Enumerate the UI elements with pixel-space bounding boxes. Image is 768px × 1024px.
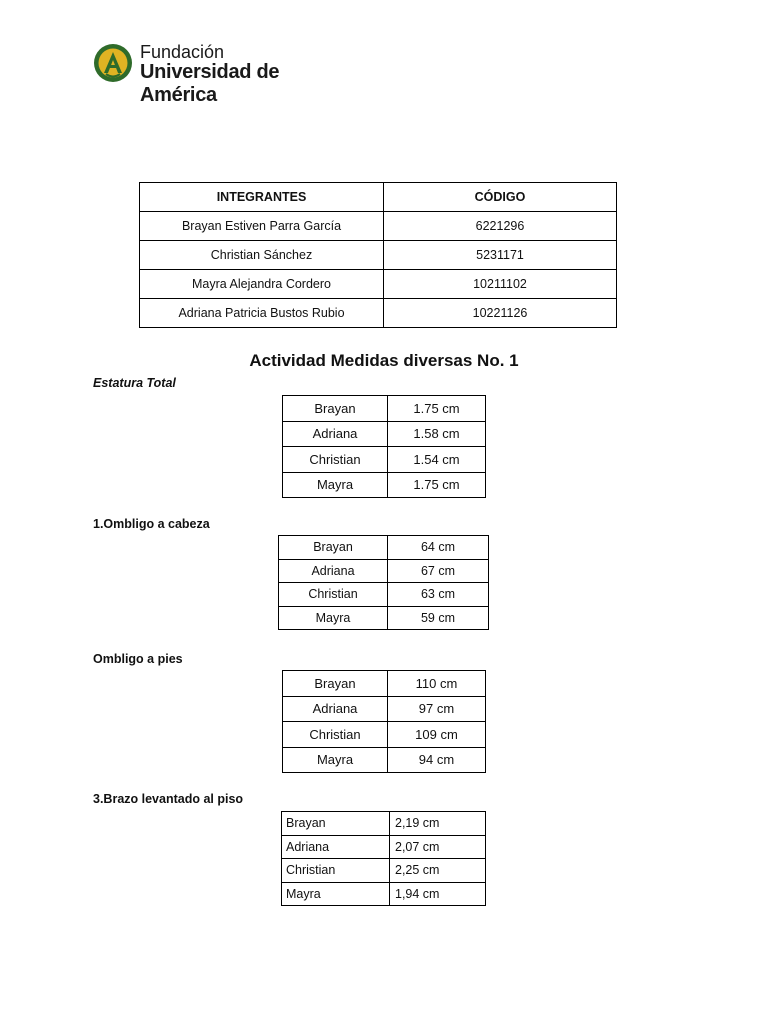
member-code: 6221296 bbox=[384, 212, 617, 241]
members-table bbox=[139, 182, 617, 328]
measure-table-estatura bbox=[282, 395, 486, 498]
person-name: Adriana bbox=[283, 421, 388, 447]
table-row bbox=[140, 212, 617, 241]
table-row bbox=[283, 722, 486, 748]
table-header-row bbox=[140, 183, 617, 212]
person-name: Mayra bbox=[283, 472, 388, 498]
table-row bbox=[279, 536, 489, 560]
member-name: Brayan Estiven Parra García bbox=[140, 212, 384, 241]
table-row bbox=[282, 812, 486, 836]
measure-value: 110 cm bbox=[388, 671, 486, 697]
person-name: Mayra bbox=[279, 606, 388, 630]
measure-value: 2,19 cm bbox=[390, 812, 486, 836]
measure-table-ombligo-cabeza bbox=[278, 535, 489, 630]
table-row bbox=[283, 696, 486, 722]
person-name: Brayan bbox=[279, 536, 388, 560]
measure-value: 1.54 cm bbox=[388, 447, 486, 473]
measure-value: 59 cm bbox=[388, 606, 489, 630]
measure-value: 1.58 cm bbox=[388, 421, 486, 447]
member-code: 10221126 bbox=[384, 299, 617, 328]
section-label-brazo-piso: 3.Brazo levantado al piso bbox=[93, 792, 244, 806]
measure-value: 64 cm bbox=[388, 536, 489, 560]
member-name: Adriana Patricia Bustos Rubio bbox=[140, 299, 384, 328]
person-name: Christian bbox=[283, 722, 388, 748]
logo-line2: Universidad de América bbox=[140, 61, 280, 106]
measure-value: 1.75 cm bbox=[388, 396, 486, 422]
person-name: Christian bbox=[283, 447, 388, 473]
section-label-ombligo-cabeza: 1.Ombligo a cabeza bbox=[93, 517, 210, 531]
university-logo bbox=[93, 42, 353, 106]
measure-value: 67 cm bbox=[388, 559, 489, 583]
table-row bbox=[140, 241, 617, 270]
person-name: Adriana bbox=[283, 696, 388, 722]
member-code: 10211102 bbox=[384, 270, 617, 299]
table-row bbox=[283, 747, 486, 773]
table-row bbox=[283, 447, 486, 473]
table-row bbox=[140, 270, 617, 299]
table-row bbox=[282, 859, 486, 883]
table-row bbox=[279, 559, 489, 583]
table-row bbox=[283, 421, 486, 447]
measure-value: 109 cm bbox=[388, 722, 486, 748]
table-row bbox=[282, 835, 486, 859]
header-codigo: CÓDIGO bbox=[384, 183, 617, 212]
person-name: Brayan bbox=[283, 671, 388, 697]
table-row bbox=[283, 396, 486, 422]
person-name: Adriana bbox=[279, 559, 388, 583]
header-integrantes: INTEGRANTES bbox=[140, 183, 384, 212]
logo-line1: Fundación bbox=[140, 42, 225, 62]
table-row bbox=[140, 299, 617, 328]
member-name: Mayra Alejandra Cordero bbox=[140, 270, 384, 299]
table-row bbox=[282, 882, 486, 906]
member-code: 5231171 bbox=[384, 241, 617, 270]
person-name: Christian bbox=[279, 583, 388, 607]
measure-value: 1,94 cm bbox=[390, 882, 486, 906]
table-row bbox=[279, 583, 489, 607]
measure-table-ombligo-pies bbox=[282, 670, 486, 773]
section-label-estatura: Estatura Total bbox=[93, 376, 176, 390]
university-seal-icon bbox=[93, 43, 133, 83]
section-label-ombligo-pies: Ombligo a pies bbox=[93, 652, 183, 666]
person-name: Adriana bbox=[282, 835, 390, 859]
person-name: Brayan bbox=[283, 396, 388, 422]
table-row bbox=[283, 671, 486, 697]
measure-value: 94 cm bbox=[388, 747, 486, 773]
person-name: Mayra bbox=[283, 747, 388, 773]
person-name: Brayan bbox=[282, 812, 390, 836]
table-row bbox=[283, 472, 486, 498]
member-name: Christian Sánchez bbox=[140, 241, 384, 270]
measure-value: 2,07 cm bbox=[390, 835, 486, 859]
measure-value: 1.75 cm bbox=[388, 472, 486, 498]
measure-value: 2,25 cm bbox=[390, 859, 486, 883]
measure-table-brazo-piso bbox=[281, 811, 486, 906]
person-name: Christian bbox=[282, 859, 390, 883]
table-row bbox=[279, 606, 489, 630]
measure-value: 97 cm bbox=[388, 696, 486, 722]
person-name: Mayra bbox=[282, 882, 390, 906]
page-title: Actividad Medidas diversas No. 1 bbox=[249, 351, 519, 370]
measure-value: 63 cm bbox=[388, 583, 489, 607]
